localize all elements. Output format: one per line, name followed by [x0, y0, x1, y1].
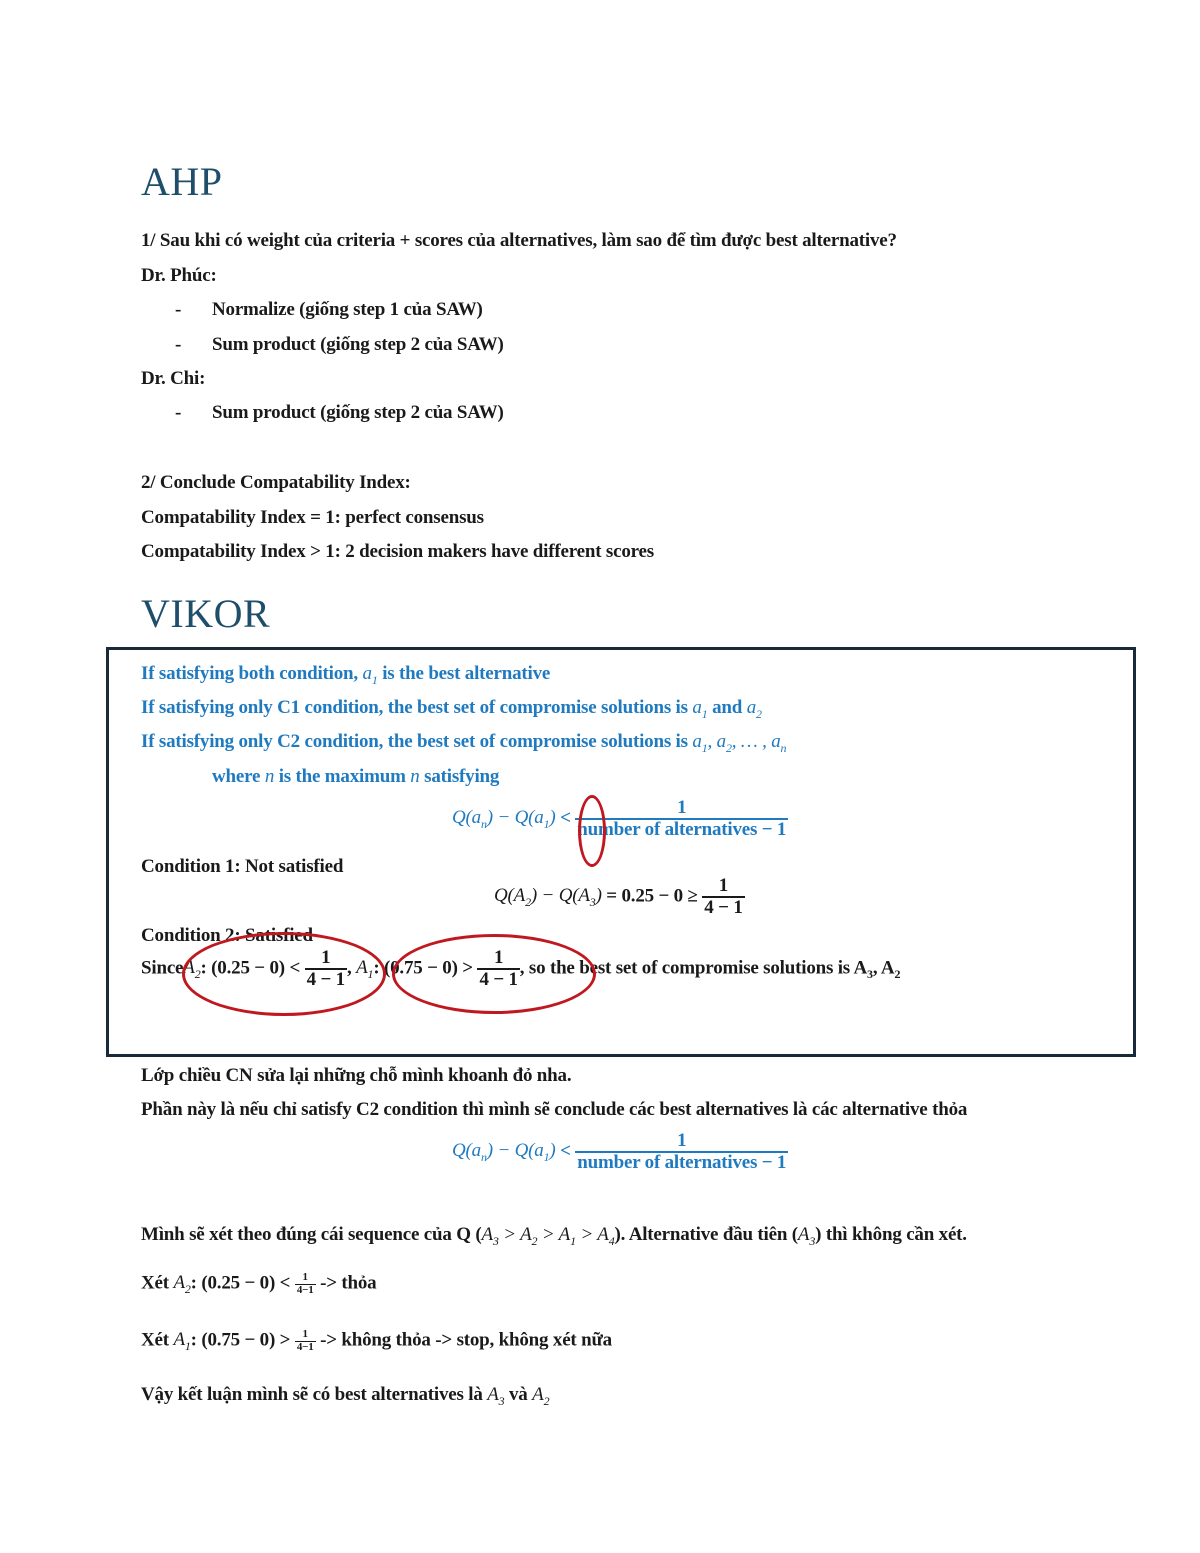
condition-1: Condition 1: Not satisfied: [141, 856, 344, 877]
ci-greater-one: Compatability Index > 1: 2 decision makers have different scores: [141, 541, 654, 562]
condition-formula: $Q(a_n) - Q(a_1)$ < $\frac{1}{\text{number of alternatives − 1}}$: [452, 797, 787, 840]
bullet-dash: -: [175, 299, 182, 320]
red-circle-annotation: [578, 795, 606, 867]
bullet-dash: -: [175, 334, 182, 355]
check-a1: Xét $A_1$: (0.75 − 0) > $\frac{1}{4-1}$ -> không thỏa -> stop, không xét nữa: [141, 1328, 612, 1354]
sequence-line: Mình sẽ xét theo đúng cái sequence của Q $(A_3 > A_2 > A_1 > A_4)$. Alternative đầu tiên $(A_3)$ thì không cần xét.: [141, 1224, 967, 1248]
note-2: Phần này là nếu chỉ satisfy C2 condition thì mình sẽ conclude các best alternatives là các alternative thỏa: [141, 1099, 968, 1120]
rule-3: If satisfying only C2 condition, the best set of compromise solutions is $a_1$, $a_2$, … , $a_n$: [141, 731, 787, 755]
dr-phuc-label: Dr. Phúc:: [141, 265, 217, 286]
dr-chi-label: Dr. Chi:: [141, 368, 206, 389]
red-circle-annotation: [392, 934, 596, 1014]
since-line: SinceA$_2$: (0.25 − 0) < $\frac{1}{4 - 1}$ , $A_1$: (0.75 − 0) > $\frac{1}{4 - 1}$ , so the best set of compromise solutions is $A_3$, $A_2$: [141, 947, 901, 990]
note-1: Lớp chiều CN sửa lại những chỗ mình khoanh đỏ nha.: [141, 1065, 572, 1086]
vikor-heading: VIKOR: [141, 591, 271, 636]
phuc-item-sum-product: Sum product (giống step 2 của SAW): [212, 334, 504, 355]
ahp-heading: AHP: [141, 159, 223, 204]
rule-3-where: where n is the maximum n satisfying: [212, 766, 500, 787]
red-circle-annotation: [182, 932, 386, 1016]
final-conclusion: Vậy kết luận mình sẽ có best alternatives là $A_3$ và $A_2$: [141, 1384, 550, 1408]
ahp-question-2: 2/ Conclude Compatability Index:: [141, 472, 411, 493]
ci-equal-one: Compatability Index = 1: perfect consensus: [141, 507, 484, 528]
condition-1-formula: $Q(A_2) - Q(A_3) = 0.25 - 0$ ≥ $\frac{1}{4 - 1}$: [494, 875, 743, 918]
bullet-dash: -: [175, 402, 182, 423]
phuc-item-normalize: Normalize (giống step 1 của SAW): [212, 299, 483, 320]
chi-item-sum-product: Sum product (giống step 2 của SAW): [212, 402, 504, 423]
rule-1: If satisfying both condition, $a_1$ is the best alternative: [141, 663, 551, 687]
ahp-question-1: 1/ Sau khi có weight của criteria + scores của alternatives, làm sao để tìm được best alternative?: [141, 230, 897, 251]
condition-2: Condition 2: Satisfied: [141, 925, 313, 946]
check-a2: Xét $A_2$: (0.25 − 0) < $\frac{1}{4-1}$ -> thỏa: [141, 1271, 377, 1297]
note-formula: $Q(a_n) - Q(a_1)$ < $\frac{1}{\text{number of alternatives − 1}}$: [452, 1130, 787, 1173]
rule-2: If satisfying only C1 condition, the best set of compromise solutions is $a_1$ and $a_2$: [141, 697, 762, 721]
